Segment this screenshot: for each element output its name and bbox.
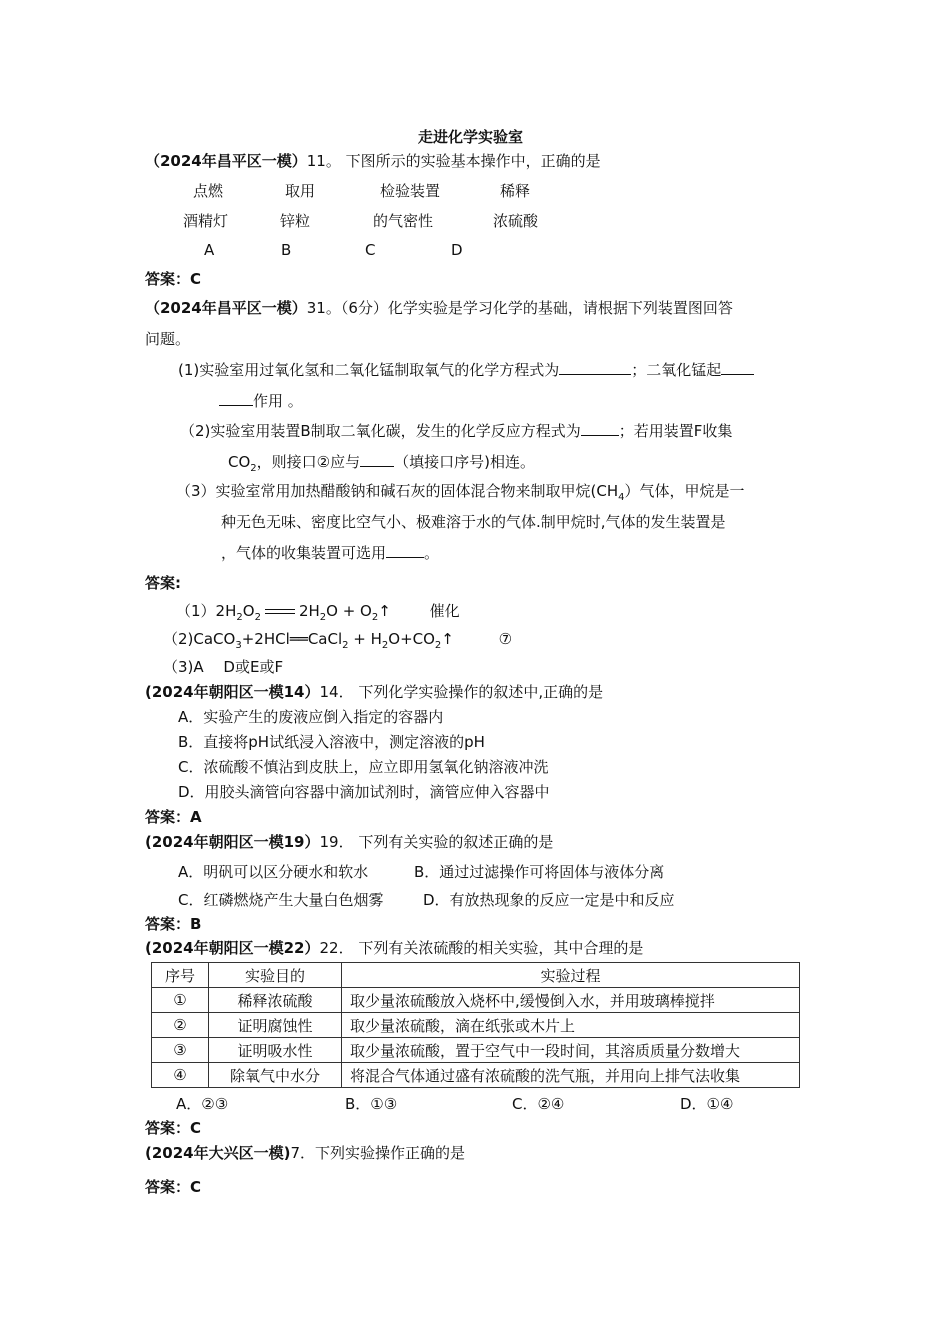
table-cell: 稀释浓硫酸 [209,988,342,1013]
option-letter-b: B [281,241,292,259]
answer-22: 答案：C [145,1119,202,1137]
question-source: (2024年朝阳区一模14） [145,683,320,701]
q31-part1-line2 [219,390,303,411]
q31-part2-line1 [180,420,732,441]
question-11 [145,151,601,171]
table-row [152,1013,800,1038]
question-source: (2024年朝阳区一模22） [145,939,320,957]
table-row [152,988,800,1013]
blank [360,451,394,467]
answer-11: 答案：C [145,270,202,288]
subscript: 3 [235,640,242,651]
option-label-b1: 取用 [285,182,316,200]
formula: 2H [298,602,320,620]
table-cell: ② [152,1013,209,1038]
question-31-cont: 问题。 [145,330,191,348]
equals-sign [265,609,295,614]
option-a: A．实验产生的废液应倒入指定的容器内 [178,708,444,726]
answer-31-line2: （2)CaCO$_3$+2HCl══CaCl$_2$ + $H_2O+CO_2↑$ ⑦ [163,630,513,651]
option-label-c2: 的气密性 [373,212,434,230]
option-letter-c: C [365,241,376,259]
option-letter-d: D [451,241,463,259]
subscript: 2 [250,463,257,474]
subscript: 2 [236,612,243,623]
question-text: 14． 下列化学实验操作的叙述中,正确的是 [319,683,604,701]
q31-part1-text3: 作用 。 [253,392,303,410]
table-cell: 证明腐蚀性 [209,1013,342,1038]
q31-part3-text2: ）气体，甲烷是一 [624,482,745,500]
table-cell: 证明吸水性 [209,1038,342,1063]
table-cell: 取少量浓硫酸，滴在纸张或木片上 [342,1013,800,1038]
question-text: 19． 下列有关实验的叙述正确的是 [319,833,554,851]
experiment-table [151,962,800,1088]
table-header: 序号 [152,963,209,988]
blank [581,420,619,436]
formula: （1）2H [176,602,237,620]
question-text: 7．下列实验操作正确的是 [290,1144,466,1162]
option-label-a1: 点燃 [193,182,224,200]
table-header: 实验目的 [209,963,342,988]
port-number: ⑦ [498,630,513,648]
option-label-a2: 酒精灯 [183,212,229,230]
question-source: （2024年昌平区一模） [145,299,307,317]
option-a: A．②③ [176,1095,229,1113]
subscript: 2 [342,640,349,651]
formula: + O [337,602,372,620]
q31-part2-text3: ，则接口②应与 [256,453,361,471]
answer-14: 答案：A [145,808,202,826]
table-header: 实验过程 [342,963,800,988]
option-d: D．有放热现象的反应一定是中和反应 [423,891,675,909]
option-a: A．明矾可以区分硬水和软水 [178,863,369,881]
option-b: B．通过过滤操作可将固体与液体分离 [414,863,665,881]
question-31 [145,298,733,318]
subscript: 2 [371,612,379,623]
subscript: 2 [434,640,442,651]
blank [721,359,754,375]
q31-part2-text4: （填接口序号)相连。 [394,453,535,471]
q31-part3-text4: 。 [424,544,440,562]
question-text: 22． 下列有关浓硫酸的相关实验，其中合理的是 [319,939,644,957]
q31-part3-text3: ，气体的收集装置可选用 [221,544,387,562]
answer-31: 答案: [145,574,181,592]
question-source: （2024年昌平区一模） [145,152,307,170]
question-14 [145,682,603,702]
option-b: B．①③ [345,1095,398,1113]
question-source: (2024年大兴区一模) [145,1144,291,1162]
question-source: (2024年朝阳区一模19） [145,833,320,851]
page-title: 走进化学实验室 [418,128,524,146]
q31-part2-text: （2)实验室用装置B制取二氧化碳，发生的化学反应方程式为 [180,422,581,440]
subscript: 2 [319,612,327,623]
formula: CO [228,453,251,471]
option-label-b2: 锌粒 [280,212,311,230]
table-cell: 取少量浓硫酸放入烧杯中,缓慢倒入水，并用玻璃棒搅拌 [342,988,800,1013]
formula: （2)CaCO [163,630,236,648]
table-cell: ① [152,988,209,1013]
option-label-d1: 稀释 [500,182,531,200]
subscript: 4 [618,492,625,503]
table-cell: ④ [152,1063,209,1088]
subscript: 2 [254,612,261,623]
question-19 [145,832,553,852]
option-c: C．浓硫酸不慎沾到皮肤上，应立即用氢氧化钠溶液冲洗 [178,758,549,776]
answer-19: 答案：B [145,915,202,933]
table-row [152,1038,800,1063]
formula: +2HCl══CaCl [241,630,343,648]
table-row [152,1063,800,1088]
question-text: 11。 下图所示的实验基本操作中，正确的是 [306,152,601,170]
option-d: D．①④ [680,1095,734,1113]
q31-part2-line2 [228,451,535,472]
option-label-d2: 浓硫酸 [493,212,539,230]
answer-31-line1: $(1)2H_2O_2$ $2H_2O$ + $O_2↑$ 催化 [176,602,460,623]
blank [559,359,631,375]
blank [219,390,253,406]
question-text: 31。（6分）化学实验是学习化学的基础，请根据下列装置图回答 [306,299,733,317]
answer-7: 答案：C [145,1178,202,1196]
question-7 [145,1143,465,1163]
blank [386,542,424,558]
option-c: C．红磷燃烧产生大量白色烟雾 [178,891,384,909]
q31-part1-text: (1)实验室用过氧化氢和二氧化锰制取氧气的化学方程式为 [178,361,560,379]
q31-part1-line1 [178,359,754,380]
subscript: 2 [381,640,389,651]
table-cell: 取少量浓硫酸，置于空气中一段时间，其溶质质量分数增大 [342,1038,800,1063]
formula: O+CO [388,630,435,648]
table-cell: 将混合气体通过盛有浓硫酸的洗气瓶，并用向上排气法收集 [342,1063,800,1088]
table-cell: 除氧气中水分 [209,1063,342,1088]
q31-part3-line3 [221,542,439,563]
question-22 [145,938,643,958]
q31-part3-line2: 种无色无味、密度比空气小、极难溶于水的气体.制甲烷时,气体的发生装置是 [221,513,726,531]
answer-31-line3: （3)A D或E或F [163,658,284,676]
catalyst-label: 催化 [429,602,460,620]
option-d: D．用胶头滴管向容器中滴加试剂时，滴管应伸入容器中 [178,783,550,801]
q31-part1-text2: ；二氧化锰起 [631,361,722,379]
option-c: C．②④ [512,1095,565,1113]
q31-part2-text2: ；若用装置F收集 [618,422,733,440]
table-header-row [152,963,800,988]
formula: + H [348,630,382,648]
q31-part3-line1 [176,481,745,501]
q31-part3-text: （3）实验室常用加热醋酸钠和碱石灰的固体混合物来制取甲烷(CH [176,482,619,500]
option-b: B．直接将pH试纸浸入溶液中，测定溶液的pH [178,733,485,751]
option-letter-a: A [204,241,215,259]
table-cell: ③ [152,1038,209,1063]
option-label-c1: 检验装置 [380,182,441,200]
